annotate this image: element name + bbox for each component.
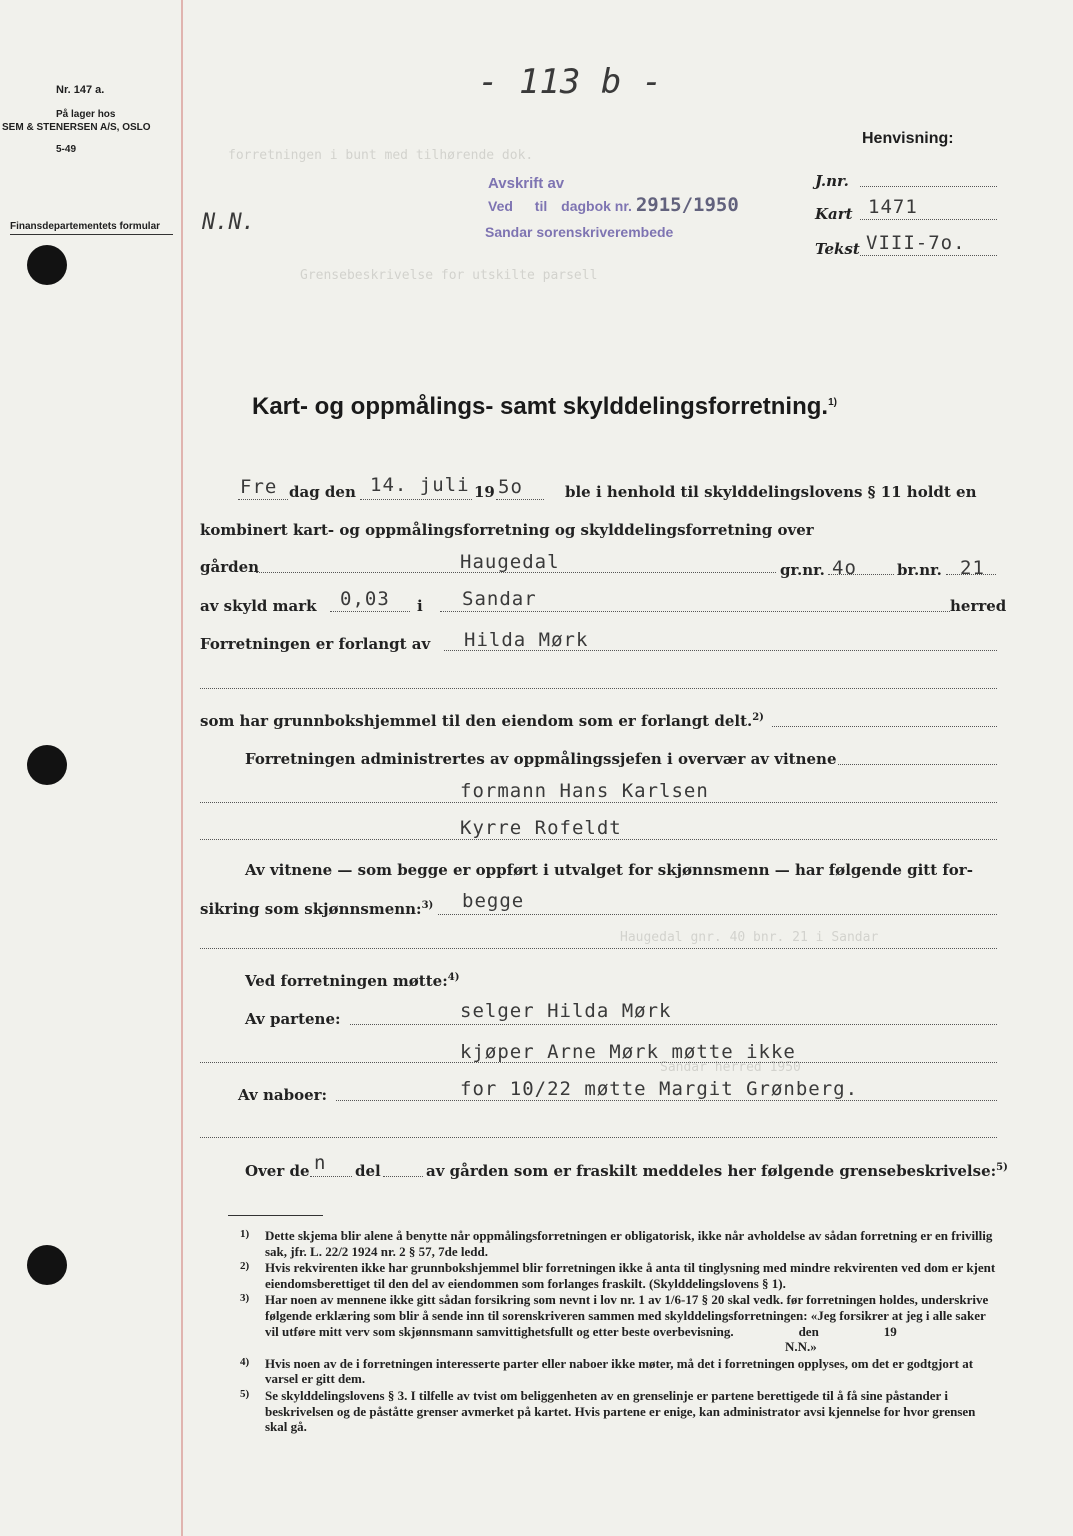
initials-handwritten: N.N. (202, 210, 255, 235)
sentence-2: kombinert kart- og oppmålingsforretning og skylddelingsforretning over (200, 521, 814, 539)
over-label: Over de (245, 1162, 310, 1180)
requested-value: Hilda Mørk (464, 629, 589, 651)
grunnbok-text: som har grunnbokshjemmel til den eiendom som er forlangt delt.$^{2)}$ (200, 712, 764, 730)
witness-1: formann Hans Karlsen (460, 780, 709, 802)
skyld-label: av skyld mark (200, 597, 317, 615)
footnote-2: 2) Hvis rekvirenten ikke har grunnbokshjemmel blir forretningen ikke å anta til tinglysning med mindre rekvirenten ved dom er kjent eiendomsberettiget til den del av eiendommen som forlanges fraskilt. (Skylddelingslovens § 1). (240, 1260, 996, 1291)
kart-label: Kart (815, 205, 853, 223)
footnote-3: 3) Har noen av mennene ikke gitt sådan forsikring som nevnt i lov nr. 1 av 1/6-17 § 20 skal vedk. før forretningen holdes, underskrive følgende erklæring som blir å sende inn til sorenskriveren sammen med skylddelingsforretningen: «Jeg forsikrer at jeg i alle saker vil utføre mitt verv som skjønnsmann samvittighetsfullt og etter beste overbevisning. den 19 N.N.» (240, 1292, 1000, 1354)
form-number: Nr. 147 a. (56, 84, 105, 96)
municipality-value: Sandar (462, 588, 537, 610)
i-label: i (417, 597, 423, 615)
bleed-through-line: Grensebeskrivelse for utskilte parsell (300, 268, 598, 283)
stamp-line-3: Sandar sorenskriverembede (485, 224, 674, 240)
witness-2: Kyrre Rofeldt (460, 817, 622, 839)
reference-heading: Henvisning: (862, 130, 954, 147)
skyld-value: 0,03 (340, 588, 390, 610)
motte-label: Ved forretningen møtte:$^{4)}$ (245, 972, 460, 990)
vitnene-text: Av vitnene — som begge er oppført i utvalget for skjønnsmenn — har følgende gitt for- (245, 861, 973, 879)
printer-name: SEM & STENERSEN A/S, OSLO (2, 122, 151, 133)
bleed-through-line: Haugedal gnr. 40 bnr. 21 i Sandar (620, 930, 879, 945)
footnote-3-signature: N.N.» (785, 1339, 817, 1355)
partene-value-2: kjøper Arne Mørk møtte ikke (460, 1041, 796, 1063)
margin-rule (181, 0, 183, 1536)
stamp-dagbok-label: dagbok nr. (561, 198, 632, 214)
bleed-through-line: Sandar herred 1950 (660, 1060, 801, 1075)
dag-label: dag den (289, 483, 356, 501)
tekst-value: VIII-7o. (866, 232, 966, 254)
kart-value: 1471 (868, 196, 918, 218)
sentence-1: ble i henhold til skylddelingslovens § 11 holdt en (565, 483, 977, 501)
sikring-label: sikring som skjønnsmenn:$^{3)}$ (200, 900, 434, 918)
brnr-label: br.nr. (897, 561, 942, 579)
garden-label: gården (200, 558, 260, 576)
footnote-4: 4) Hvis noen av de i forretningen interesserte parter eller naboer ikke møter, må det i forretningen opplyses, om det er godtgjort at varsel er gitt dem. (240, 1355, 974, 1387)
form-owner: Finansdepartementets formular (10, 221, 161, 232)
grnr-value: 4o (832, 557, 857, 579)
form-edition: 5-49 (56, 144, 77, 155)
footnote-rule (228, 1215, 323, 1216)
punch-hole-top (27, 245, 67, 285)
stamp-ved: Ved (488, 198, 513, 214)
stock-line: På lager hos (56, 109, 116, 120)
over-rest: av gården som er fraskilt meddeles her følgende grensebeskrivelse:$^{5)}$ (426, 1162, 1008, 1180)
stamp-dagbok-value: 2915/1950 (635, 194, 739, 216)
naboer-value: for 10/22 møtte Margit Grønberg. (460, 1078, 859, 1100)
form-owner-rule (10, 234, 173, 235)
year-value: 5o (498, 476, 523, 498)
title-footnote-mark: 1) (828, 397, 837, 408)
admin-text: Forretningen administrertes av oppmålingssjefen i overvær av vitnene (245, 750, 837, 768)
del-label: del (355, 1162, 381, 1180)
tekst-label: Tekst (815, 240, 860, 258)
bleed-through-line: forretningen i bunt med tilhørende dok. (228, 148, 534, 163)
page-number-handwritten: - 113 b - (478, 62, 663, 102)
brnr-value: 21 (960, 557, 985, 579)
requested-label: Forretningen er forlangt av (200, 635, 431, 653)
footnotes (240, 1228, 1000, 1435)
page-title: Kart- og oppmålings- samt skylddelingsforretning.$^{1)}$ (252, 393, 837, 420)
footnote-5: 5) Se skylddelingslovens § 3. I tilfelle av tvist om beliggenheten av en grenselinje er partene berettigede til å få sine påstander i beskrivelsen og de påståtte grenser avmerket på kartet. Hvis partene er enige, kan administrator avsi kjennelse for hvor grensen skal gå. (240, 1387, 976, 1435)
sikring-value: begge (462, 890, 525, 912)
partene-label: Av partene: (245, 1010, 341, 1028)
over-value: n (314, 1152, 327, 1174)
jnr-label: J.nr. (815, 172, 849, 190)
naboer-label: Av naboer: (238, 1086, 328, 1104)
date-value: 14. juli (370, 474, 470, 496)
partene-value-1: selger Hilda Mørk (460, 1000, 672, 1022)
stamp-line-2 (488, 194, 739, 216)
grnr-label: gr.nr. (780, 561, 825, 579)
stamp-line-1: Avskrift av (488, 175, 565, 192)
herred-label: herred (950, 597, 1007, 615)
year-prefix: 19 (474, 483, 495, 501)
stamp-til: til (534, 198, 548, 214)
punch-hole-middle (27, 745, 67, 785)
footnote-1: 1) Dette skjema blir alene å benytte når oppmålingsforretningen er obligatorisk, ikke når avholdelse av sådan forretning er en frivillig sak, jfr. L. 22/2 1924 nr. 2 § 57, 7de ledd. (240, 1228, 993, 1259)
weekday-value: Fre (240, 476, 278, 498)
garden-value: Haugedal (460, 551, 560, 573)
punch-hole-bottom (27, 1245, 67, 1285)
